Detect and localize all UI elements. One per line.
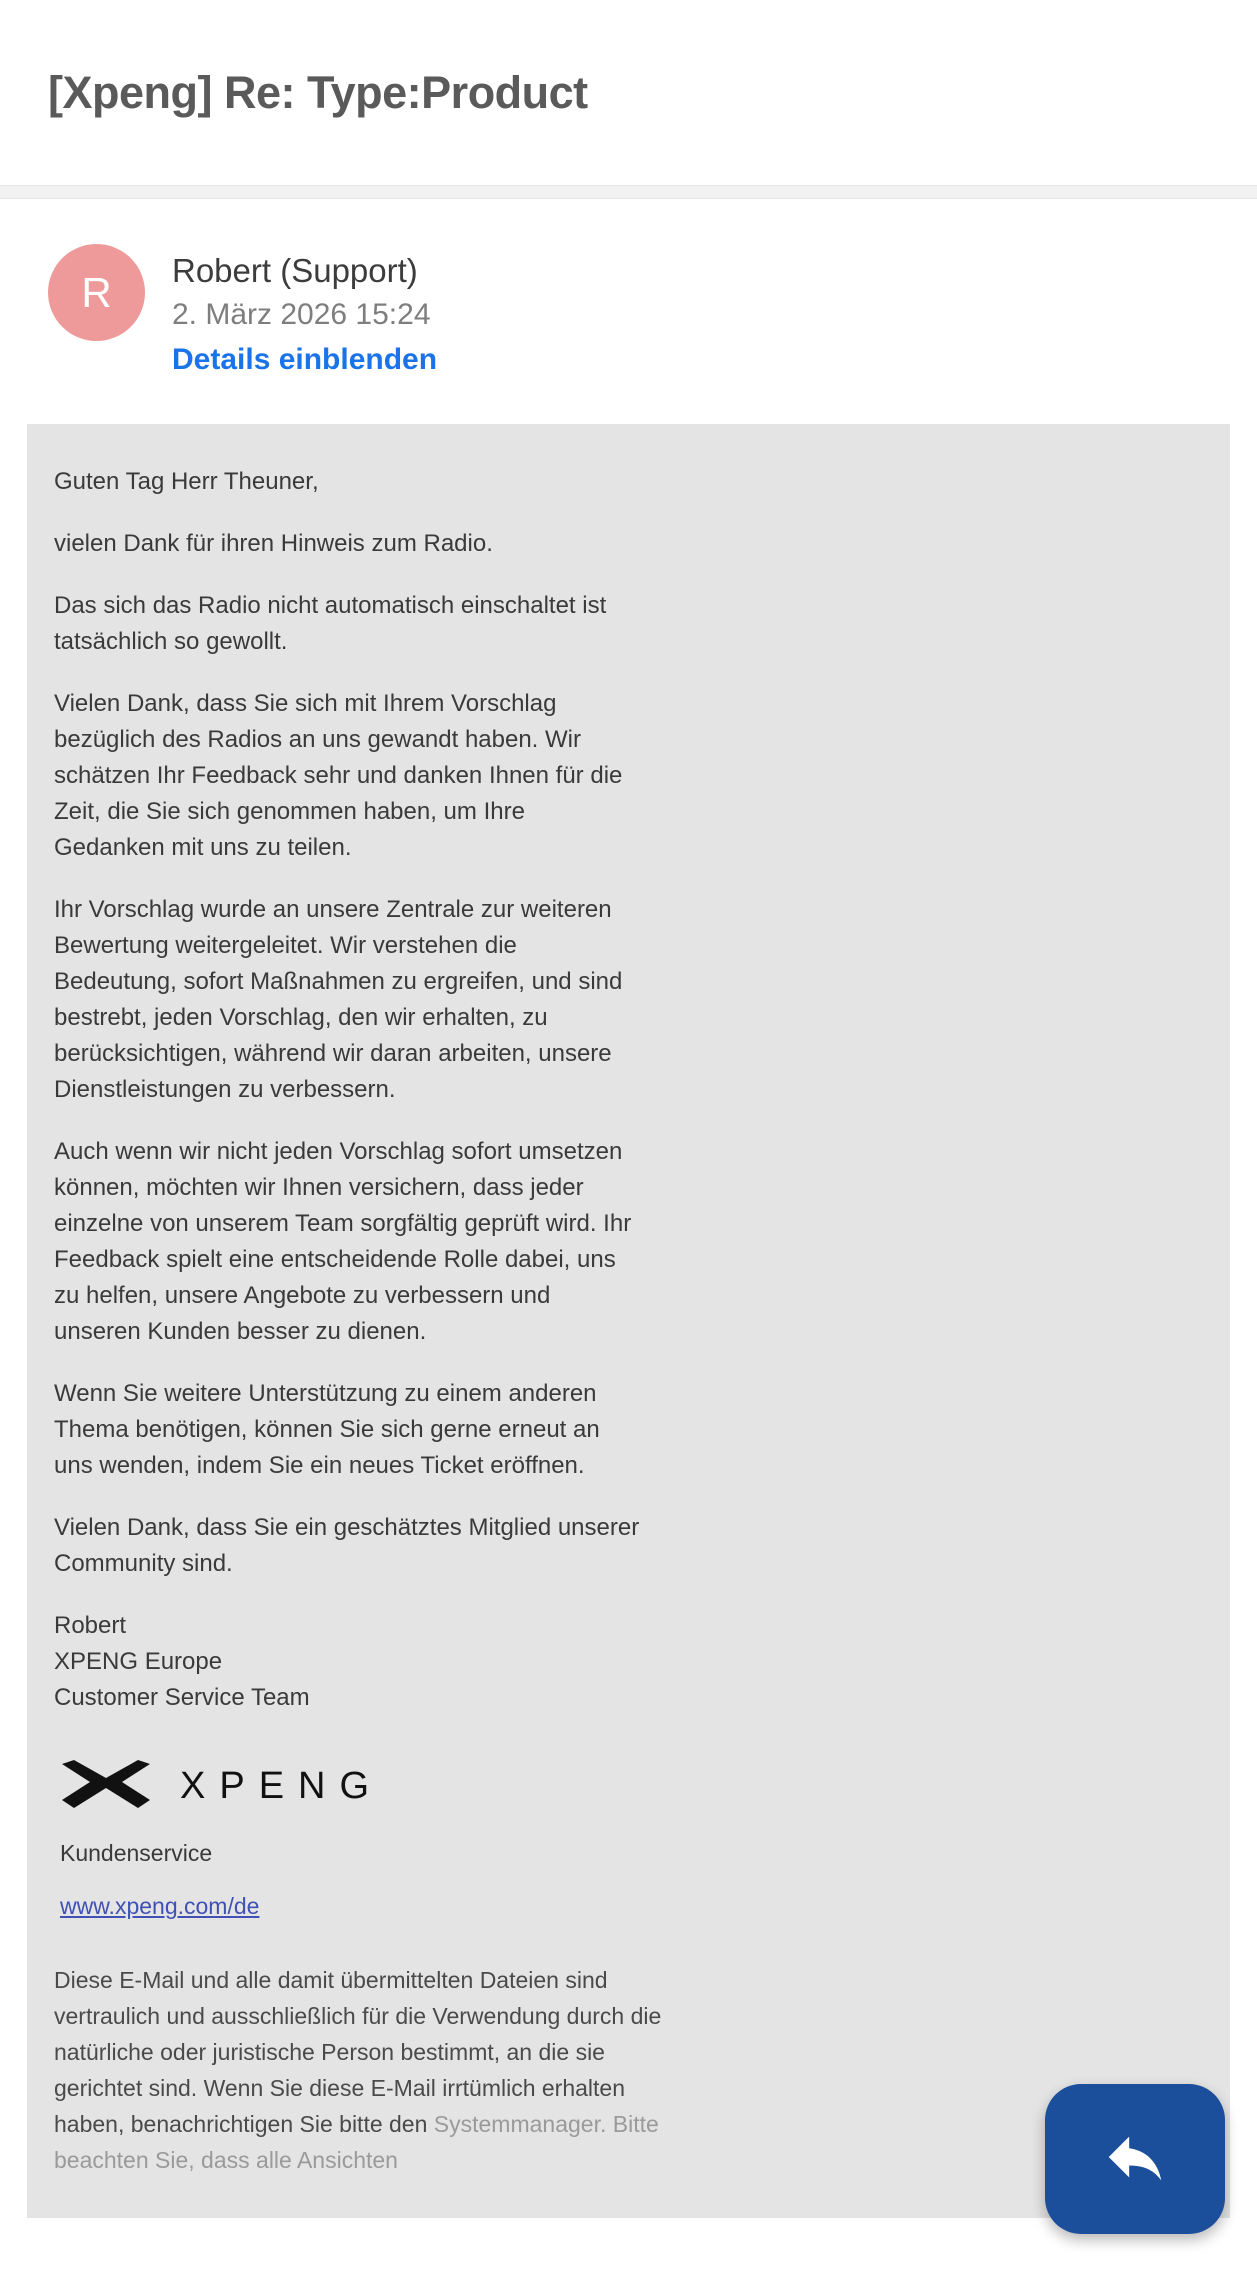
signature-line: Robert (54, 1612, 127, 1640)
xpeng-mark-icon (60, 1758, 152, 1814)
email-header (0, 0, 1257, 185)
sender-meta (172, 244, 437, 379)
sender-name: Robert (Support) (172, 252, 418, 289)
sender-date: 2. März 2026 15:24 (172, 298, 431, 332)
email-paragraph: Ihr Vorschlag wurde an unsere Zentrale zur weiteren Bewertung weitergeleitet. Wir verstehen die Bedeutung, sofort Maßnahmen zu ergreifen, und sind bestrebt, jeden Vorschlag, den wir erhalten, zu berücksichtigen, während wir daran arbeiten, unsere Dienstleistungen zu verbessern. (54, 896, 623, 1104)
email-paragraph: Vielen Dank, dass Sie sich mit Ihrem Vorschlag bezüglich des Radios an uns gewandt haben. Wir schätzen Ihr Feedback sehr und danken Ihnen für die Zeit, die Sie sich genommen haben, um Ihre Gedanken mit uns zu teilen. (54, 690, 623, 862)
disclaimer-text: Diese E-Mail und alle damit übermittelten Dateien sind vertraulich und ausschließlich für die Verwendung durch die natürliche oder juristische Person bestimmt, an die sie gerichtet sind. Wenn Sie diese E-Mail irrtümlich erhalten haben, benachrichtigen Sie bitte den (54, 1967, 662, 2138)
email-paragraph: Guten Tag Herr Theuner, (54, 468, 319, 496)
xpeng-logo (60, 1758, 1230, 1814)
logo-caption: Kundenservice (60, 1840, 213, 1867)
header-divider (0, 185, 1257, 199)
disclaimer-text-faded: Systemmanager. Bitte beachten Sie, dass alle Ansichten (54, 2111, 659, 2174)
email-body-text (27, 464, 667, 1716)
page-title: [Xpeng] Re: Type:Product (48, 66, 588, 118)
xpeng-wordmark: XPENG (180, 1764, 384, 1807)
email-paragraph: Auch wenn wir nicht jeden Vorschlag sofort umsetzen können, möchten wir Ihnen versichern, dass jeder einzelne von unserem Team sorgfältig geprüft wird. Ihr Feedback spielt eine entscheidende Rolle dabei, uns zu helfen, unsere Angebote zu verbessern und unseren Kunden besser zu dienen. (54, 1138, 632, 1346)
sender-block (0, 199, 1257, 379)
signature-line: XPENG Europe (54, 1648, 223, 1676)
website-link[interactable]: www.xpeng.com/de (60, 1893, 260, 1920)
email-paragraph: Vielen Dank, dass Sie ein geschätztes Mitglied unserer Community sind. (54, 1514, 640, 1578)
reply-icon (1100, 2122, 1170, 2197)
email-paragraph: Das sich das Radio nicht automatisch einschaltet ist tatsächlich so gewollt. (54, 592, 607, 656)
show-details-link[interactable]: Details einblenden (172, 343, 438, 377)
avatar: R (48, 244, 145, 341)
email-body (27, 424, 1230, 2218)
reply-button[interactable] (1045, 2084, 1225, 2234)
signature-line: Customer Service Team (54, 1684, 310, 1712)
email-paragraph: vielen Dank für ihren Hinweis zum Radio. (54, 530, 493, 558)
email-paragraph: Wenn Sie weitere Unterstützung zu einem anderen Thema benötigen, können Sie sich gerne erneut an uns wenden, indem Sie ein neues Ticket eröffnen. (54, 1380, 600, 1480)
email-disclaimer (54, 1962, 674, 2178)
